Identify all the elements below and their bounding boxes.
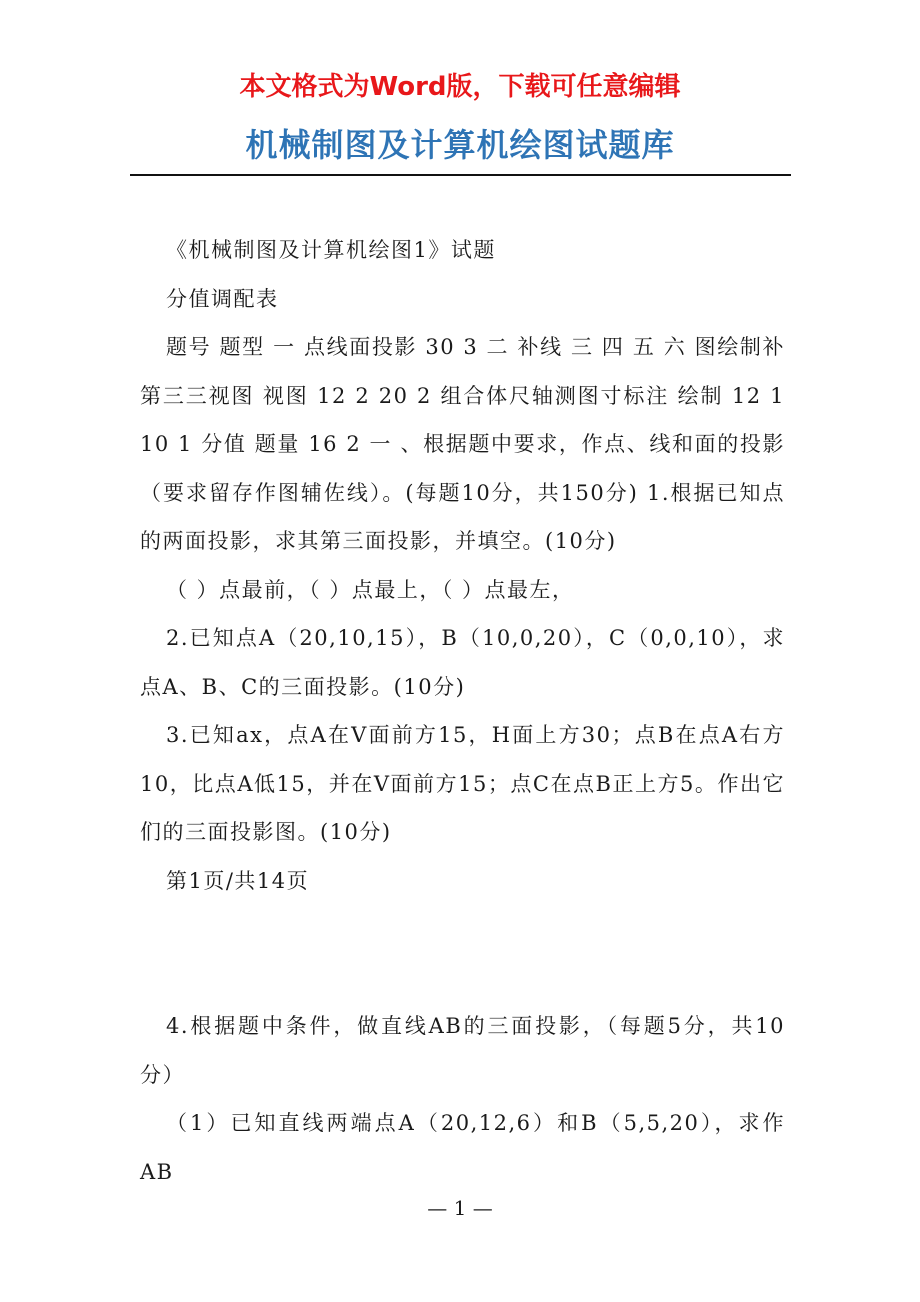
title-divider — [130, 174, 791, 176]
score-table-heading: 分值调配表 — [166, 286, 279, 311]
page-number: — 1 — — [427, 1196, 493, 1220]
page-break-gap — [140, 905, 785, 1002]
inner-page-marker: 第1页/共14页 — [166, 868, 310, 893]
format-notice-banner: 本文格式为Word版，下载可任意编辑 — [239, 72, 681, 102]
score-table-and-section-one: 题号 题型 一 点线面投影 30 3 二 补线 三 四 五 六 图绘制补第三三视图 视图 12 2 20 2 组合体尺轴测图寸标注 绘制 12 1 10 1 分值 题量 16 2 一 、根据题中要求，作点、线和面的投影（要求留存作图辅佐线）。(每题10分，共150分) 1.根据已知点的两面投影，求其第三面投影，并填空。(10分) — [140, 335, 785, 553]
question-1-blanks: （ ）点最前，（ ）点最上，（ ）点最左， — [166, 577, 575, 602]
question-3: 3.已知ax，点A在V面前方15，H面上方30；点B在点A右方10，比点A低15，并在V面前方15；点C在点B正上方5。作出它们的三面投影图。(10分) — [140, 723, 785, 844]
question-4: 4.根据题中条件，做直线AB的三面投影，（每题5分，共10分） — [140, 1014, 785, 1087]
document-body — [140, 226, 785, 1196]
question-2: 2.已知点A（20,10,15），B（10,0,20），C（0,0,10），求点A、B、C的三面投影。(10分) — [140, 626, 785, 699]
document-title: 机械制图及计算机绘图试题库 — [245, 126, 675, 164]
question-4-part-1: （1）已知直线两端点A（20,12,6）和B（5,5,20），求作AB — [140, 1111, 785, 1184]
exam-title: 《机械制图及计算机绘图1》试题 — [166, 238, 496, 262]
